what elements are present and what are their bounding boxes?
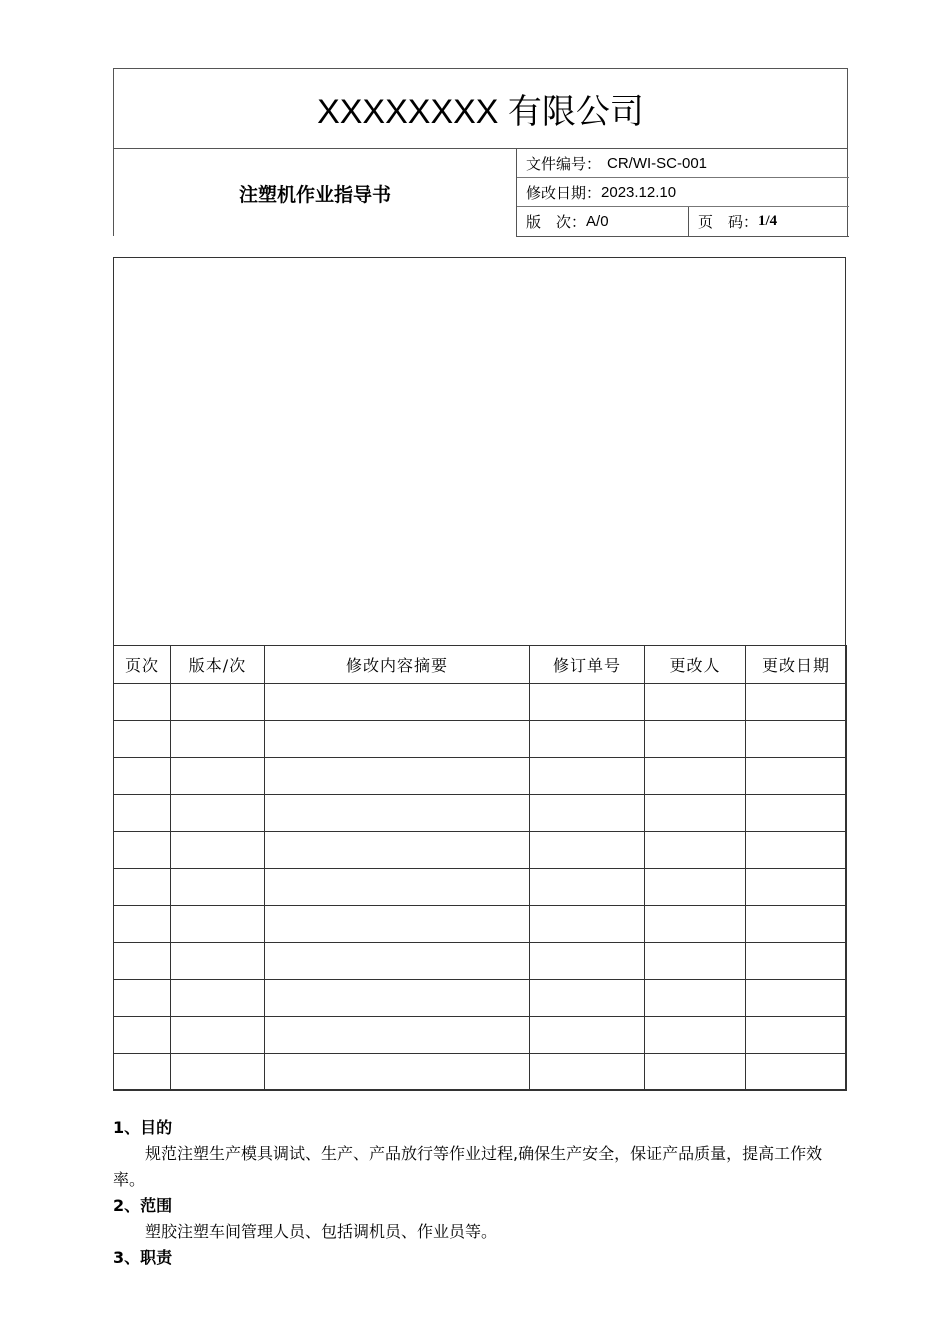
file-number-value: CR/WI-SC-001 [607, 154, 708, 172]
table-cell [530, 832, 645, 869]
table-cell [265, 869, 530, 906]
table-row [114, 795, 847, 832]
table-cell [171, 684, 265, 721]
table-cell [265, 906, 530, 943]
table-cell [114, 684, 171, 721]
table-cell [114, 1054, 171, 1091]
table-cell [530, 906, 645, 943]
revision-table-body [114, 684, 847, 1091]
page-cell [689, 207, 849, 236]
table-cell [114, 721, 171, 758]
document-title: 注塑机作业指导书 [238, 183, 391, 206]
table-cell [265, 1017, 530, 1054]
table-cell [265, 943, 530, 980]
table-cell [171, 1054, 265, 1091]
version-value: A/0 [586, 213, 609, 230]
table-cell [645, 1054, 746, 1091]
table-cell [645, 832, 746, 869]
table-cell [530, 795, 645, 832]
section-purpose [113, 1115, 848, 1193]
revise-date-label: 修改日期： [526, 183, 602, 202]
document-meta [516, 149, 849, 237]
table-cell [171, 758, 265, 795]
table-cell [645, 1017, 746, 1054]
table-cell [265, 758, 530, 795]
table-row [114, 943, 847, 980]
table-cell [530, 758, 645, 795]
table-row [114, 1054, 847, 1091]
table-cell [171, 721, 265, 758]
revision-table-header [114, 646, 847, 684]
table-row [114, 1017, 847, 1054]
table-cell [530, 869, 645, 906]
table-cell [114, 1017, 171, 1054]
table-row [114, 869, 847, 906]
table-cell [171, 795, 265, 832]
company-name: XXXXXXXX 有限公司 [114, 69, 847, 149]
section-responsibility [113, 1245, 848, 1271]
section-heading: 2、范围 [113, 1196, 173, 1215]
table-cell [114, 869, 171, 906]
table-cell [114, 943, 171, 980]
version-page-row [517, 207, 849, 236]
table-cell [645, 721, 746, 758]
table-row [114, 721, 847, 758]
revision-table [113, 645, 847, 1091]
table-cell [530, 980, 645, 1017]
table-cell [746, 758, 847, 795]
table-row [114, 832, 847, 869]
section-body: 规范注塑生产模具调试、生产、产品放行等作业过程,确保生产安全，保证产品质量，提高工作效率。 [113, 1144, 823, 1189]
table-cell [746, 906, 847, 943]
document-header [113, 68, 848, 236]
table-cell [645, 906, 746, 943]
table-cell [746, 684, 847, 721]
table-row [114, 758, 847, 795]
file-number-row [517, 149, 849, 178]
revise-date-value: 2023.12.10 [601, 183, 677, 201]
table-cell [530, 943, 645, 980]
table-cell [746, 869, 847, 906]
table-cell [171, 1017, 265, 1054]
table-cell [645, 943, 746, 980]
section-heading: 3、职责 [113, 1248, 173, 1267]
file-number-label: 文件编号： [526, 154, 602, 173]
page-value: 1/4 [758, 213, 778, 229]
table-cell [645, 795, 746, 832]
col-order-no: 修订单号 [530, 646, 645, 684]
table-cell [171, 906, 265, 943]
col-change-date: 更改日期 [746, 646, 847, 684]
table-cell [265, 1054, 530, 1091]
table-cell [114, 906, 171, 943]
col-changer: 更改人 [645, 646, 746, 684]
table-cell [746, 795, 847, 832]
table-cell [530, 1017, 645, 1054]
section-heading: 1、目的 [113, 1118, 173, 1137]
table-cell [265, 795, 530, 832]
page-label: 页 码： [698, 213, 759, 231]
table-cell [746, 980, 847, 1017]
table-cell [746, 1017, 847, 1054]
table-cell [645, 684, 746, 721]
table-cell [746, 832, 847, 869]
table-cell [171, 832, 265, 869]
table-cell [265, 684, 530, 721]
table-row [114, 980, 847, 1017]
section-scope [113, 1193, 848, 1245]
table-cell [530, 1054, 645, 1091]
table-cell [265, 832, 530, 869]
table-cell [645, 758, 746, 795]
table-cell [114, 795, 171, 832]
table-cell [171, 980, 265, 1017]
table-cell [645, 980, 746, 1017]
table-cell [746, 721, 847, 758]
revise-date-row [517, 178, 849, 207]
col-page: 页次 [114, 646, 171, 684]
table-cell [530, 684, 645, 721]
col-version: 版本/次 [171, 646, 265, 684]
table-cell [746, 943, 847, 980]
table-cell [645, 869, 746, 906]
table-cell [171, 943, 265, 980]
table-cell [171, 869, 265, 906]
table-cell [265, 980, 530, 1017]
document-sections [113, 1115, 848, 1271]
table-row [114, 684, 847, 721]
revision-history-box [113, 257, 846, 1090]
table-row [114, 906, 847, 943]
version-cell [517, 207, 689, 236]
table-cell [114, 832, 171, 869]
table-cell [530, 721, 645, 758]
section-body: 塑胶注塑车间管理人员、包括调机员、作业员等。 [145, 1222, 498, 1241]
table-cell [265, 721, 530, 758]
table-cell [114, 758, 171, 795]
table-cell [114, 980, 171, 1017]
table-cell [746, 1054, 847, 1091]
col-summary: 修改内容摘要 [265, 646, 530, 684]
version-label: 版 次： [526, 213, 587, 231]
